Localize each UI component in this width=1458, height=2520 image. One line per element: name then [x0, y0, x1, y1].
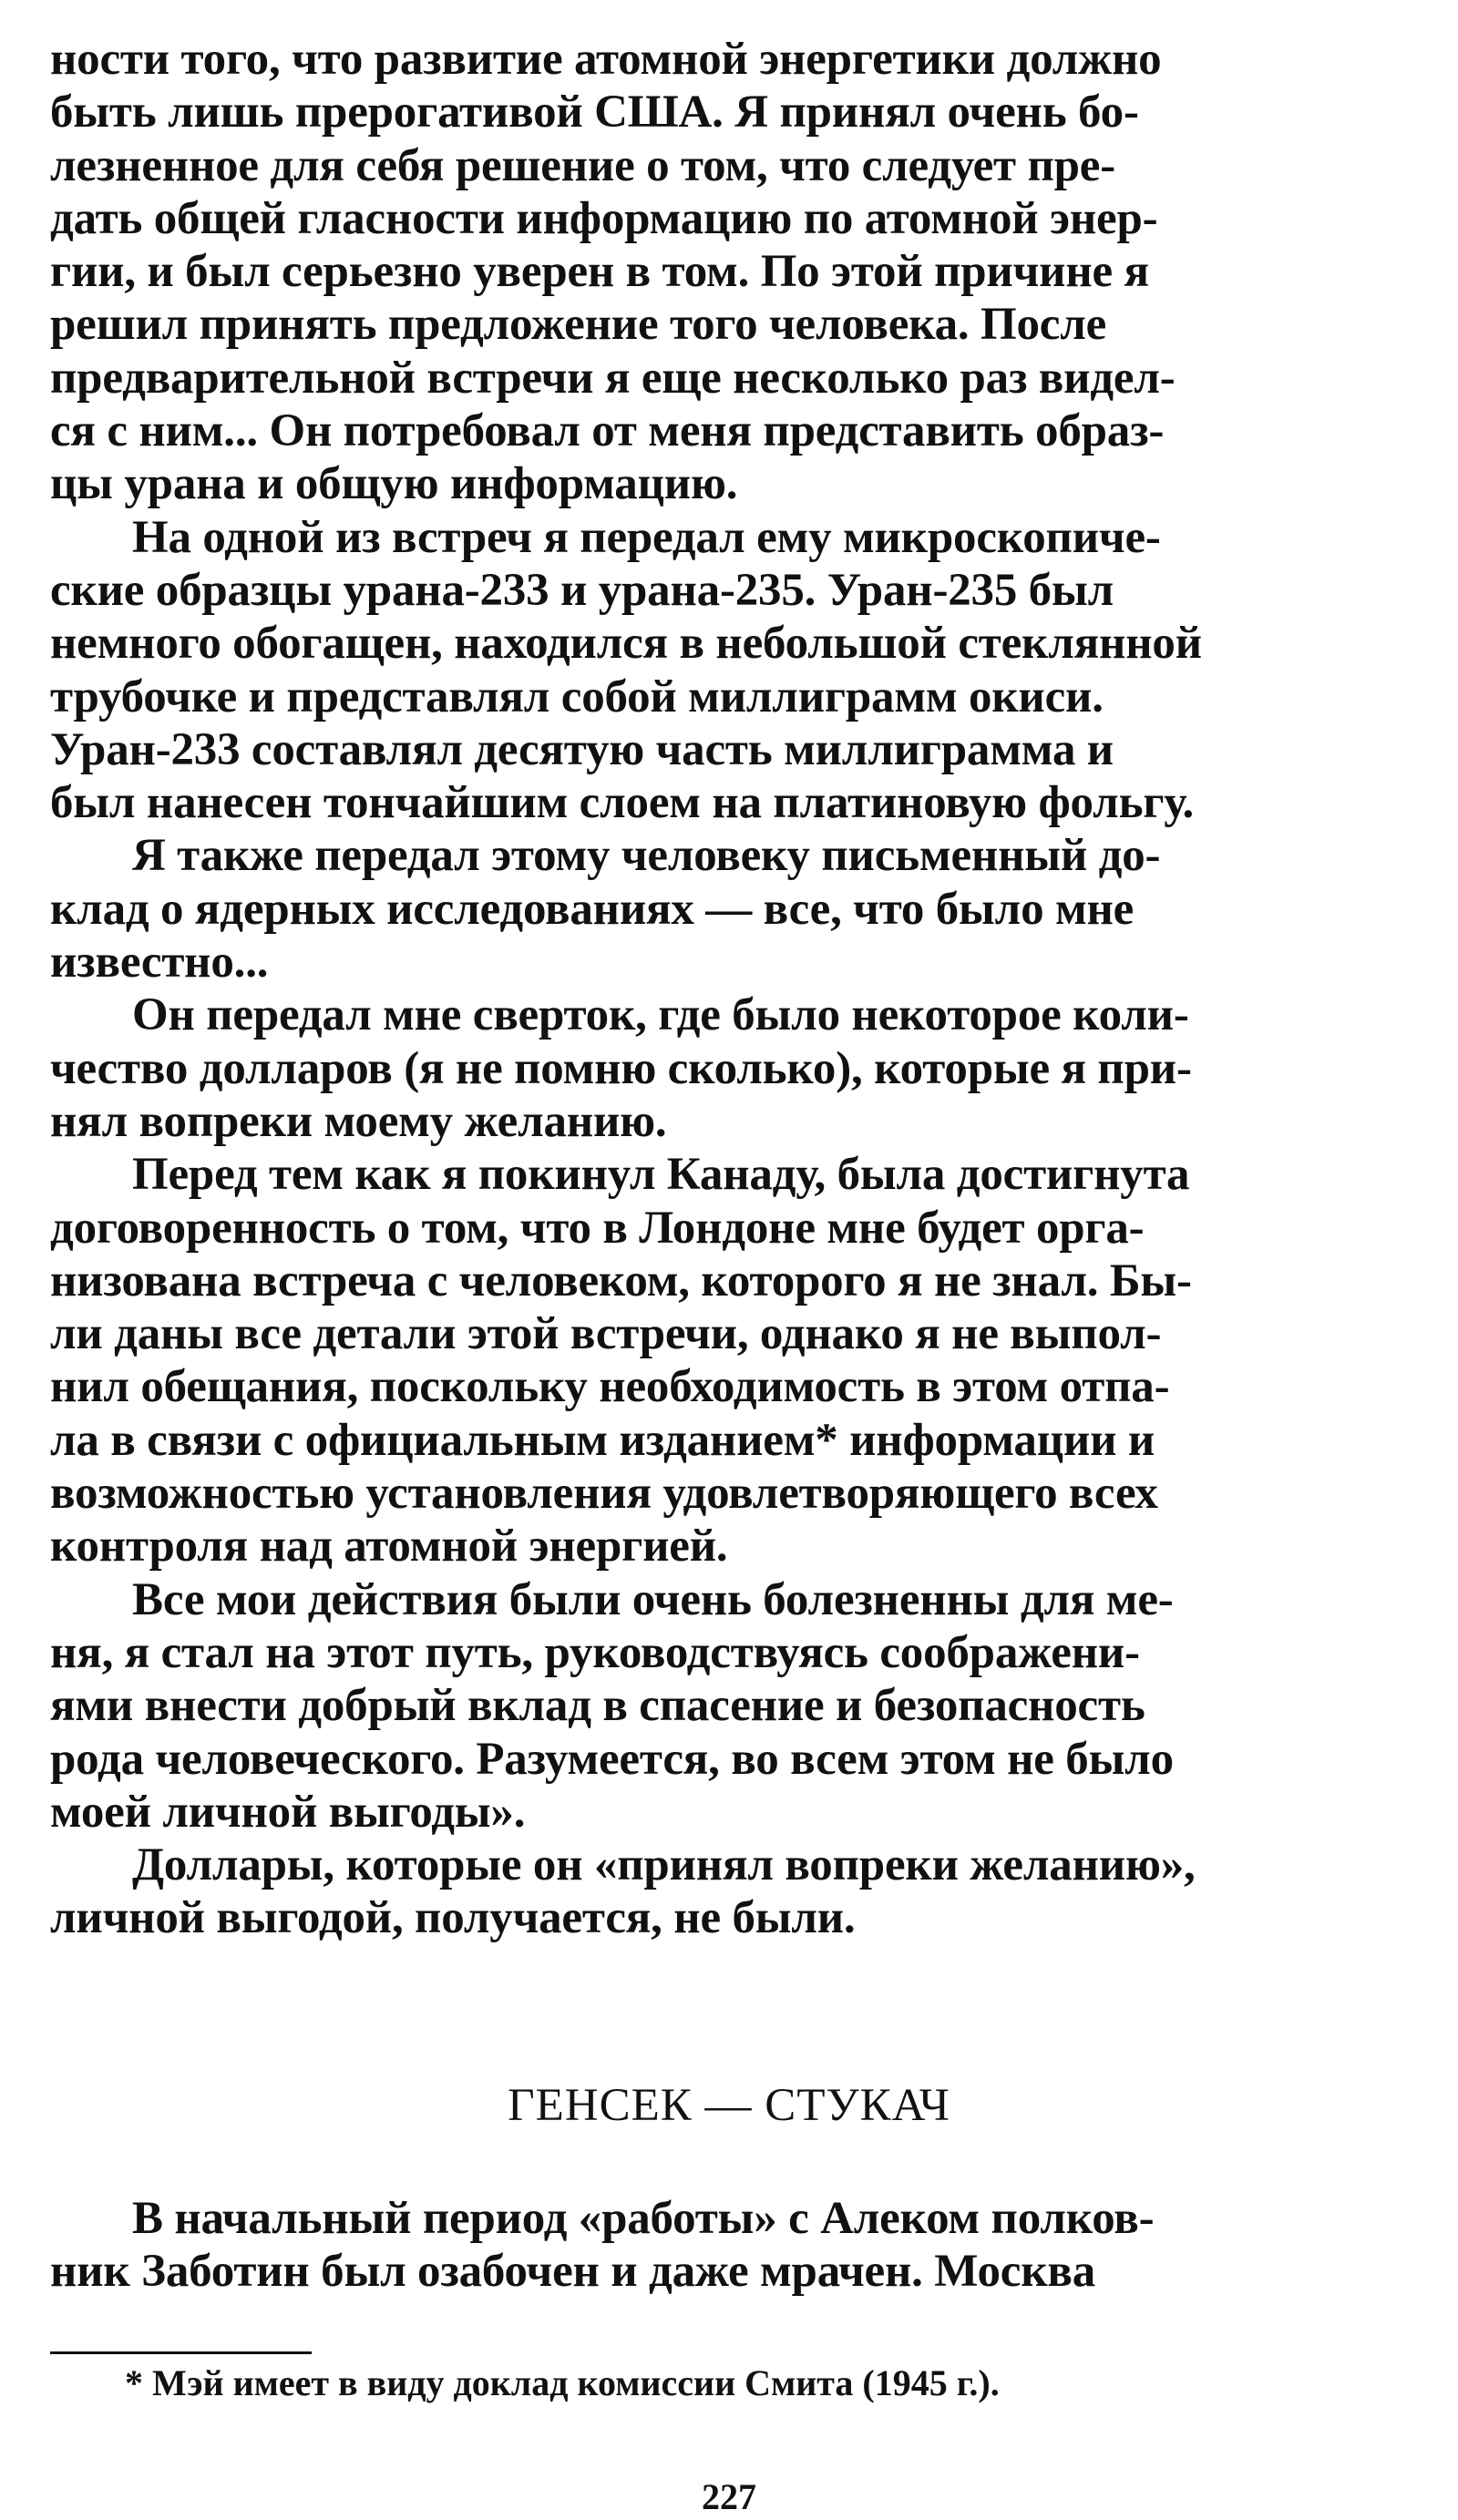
text-line: Уран-233 составлял десятую часть миллиграмма и [50, 723, 1114, 775]
text-line: трубочке и представлял собой миллиграмм окиси. [50, 671, 1104, 722]
text-line: ли даны все детали этой встречи, однако я не выпол- [50, 1308, 1162, 1360]
main-text [50, 33, 1408, 1945]
text-line: нял вопреки моему желанию. [50, 1095, 667, 1147]
text-line: личной выгодой, получается, не были. [50, 1892, 856, 1944]
paragraph-first-line: Доллары, которые он «принял вопреки желанию», [132, 1839, 1196, 1891]
paragraph-first-line: Перед тем как я покинул Канаду, была достигнута [132, 1149, 1190, 1201]
book-page [50, 33, 1408, 2517]
text-line: лезненное для себя решение о том, что следует пре- [50, 139, 1116, 191]
text-line: ня, я стал на этот путь, руководствуясь соображени- [50, 1626, 1140, 1678]
text-line: дать общей гласности информацию по атомной энер- [50, 192, 1158, 244]
text-line: моей личной выгоды». [50, 1786, 526, 1838]
text-line: ся с ним... Он потребовал от меня представить образ- [50, 405, 1165, 457]
text-line: низована встреча с человеком, которого я не знал. Бы- [50, 1255, 1192, 1306]
text-line: быть лишь прерогативой США. Я принял очень бо- [50, 87, 1139, 138]
text-line: ские образцы урана-233 и урана-235. Уран-235 был [50, 564, 1114, 616]
text-line: был нанесен тончайшим слоем на платиновую фольгу. [50, 777, 1195, 829]
text-line: клад о ядерных исследованиях — все, что было мне [50, 883, 1135, 935]
paragraph-first-line: В начальный период «работы» с Алеком полков- [132, 2193, 1155, 2244]
section-heading: ГЕНСЕК — СТУКАЧ [508, 2080, 950, 2131]
paragraph-first-line: Я также передал этому человеку письменный до- [132, 830, 1161, 882]
text-line: контроля над атомной энергией. [50, 1521, 728, 1572]
paragraph-first-line: Он передал мне сверток, где было некоторое коли- [132, 989, 1189, 1041]
text-line: договоренность о том, что в Лондоне мне будет орга- [50, 1202, 1145, 1254]
text-line: предварительной встречи я еще несколько раз видел- [50, 352, 1176, 404]
text-line: ности того, что развитие атомной энергетики должно [50, 34, 1162, 85]
footnote: * Мэй имеет в виду доклад комиссии Смита (1945 г.). [125, 2362, 1000, 2403]
text-line: цы урана и общую информацию. [50, 458, 738, 510]
text-line: известно... [50, 937, 269, 989]
page-number: 227 [702, 2476, 756, 2517]
paragraph-first-line: Все мои действия были очень болезненны для ме- [132, 1573, 1174, 1625]
text-line: нил обещания, поскольку необходимость в этом отпа- [50, 1361, 1170, 1413]
text-line: рода человеческого. Разумеется, во всем этом не было [50, 1733, 1174, 1785]
text-line: чество долларов (я не помню сколько), которые я при- [50, 1042, 1192, 1094]
paragraph-first-line: На одной из встреч я передал ему микроскопиче- [132, 511, 1161, 563]
footnote-divider [50, 2351, 312, 2354]
text-line: решил принять предложение того человека. После [50, 299, 1107, 351]
text-line: немного обогащен, находился в небольшой стеклянной [50, 618, 1202, 670]
text-line: ями внести добрый вклад в спасение и безопасность [50, 1680, 1145, 1732]
text-line: ла в связи с официальным изданием* информации и [50, 1414, 1155, 1466]
section-text [50, 2192, 1408, 2299]
text-line: ник Заботин был озабочен и даже мрачен. Москва [50, 2246, 1096, 2298]
text-line: возможностью установления удовлетворяющего всех [50, 1468, 1158, 1520]
text-line: гии, и был серьезно уверен в том. По этой причине я [50, 246, 1149, 298]
